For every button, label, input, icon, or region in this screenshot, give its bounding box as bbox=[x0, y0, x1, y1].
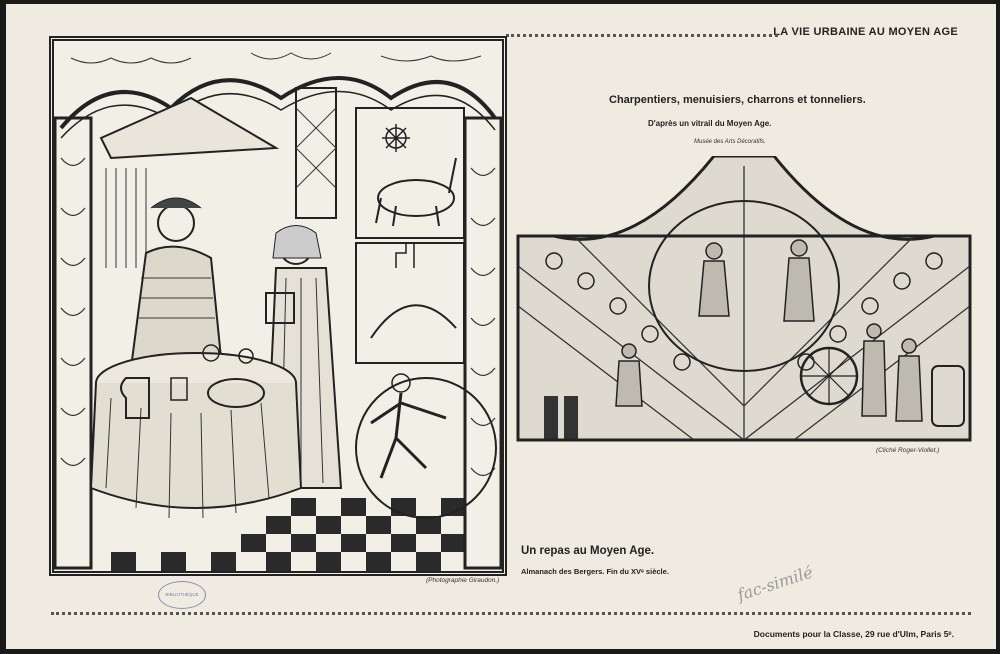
handwritten-note: fac-similé bbox=[734, 562, 816, 605]
document-page bbox=[6, 4, 996, 649]
top-dotted-rule bbox=[506, 34, 778, 37]
checkered-floor bbox=[111, 498, 466, 572]
vitrail-photo-credit: (Cliché Roger-Viollet.) bbox=[876, 447, 940, 454]
woodcut-illustration bbox=[49, 36, 507, 576]
vitrail-title: Charpentiers, menuisiers, charrons et tonneliers. bbox=[609, 94, 866, 106]
woodcut-photo-credit: (Photographie Giraudon.) bbox=[426, 577, 500, 584]
library-stamp: BIBLIOTHÈQUE bbox=[158, 581, 206, 609]
stained-glass-illustration bbox=[514, 156, 974, 444]
publisher-footer: Documents pour la Classe, 29 rue d'Ulm, Paris 5ᵉ. bbox=[753, 629, 954, 639]
page-header-title: LA VIE URBAINE AU MOYEN AGE bbox=[773, 26, 958, 38]
woodcut-caption-source: Almanach des Bergers. Fin du XVᵉ siècle. bbox=[521, 567, 669, 576]
woodcut-caption-title: Un repas au Moyen Age. bbox=[521, 545, 655, 557]
vitrail-museum: Musée des Arts Décoratifs. bbox=[694, 139, 766, 145]
bottom-dotted-rule bbox=[51, 612, 971, 615]
vitrail-subtitle: D'après un vitrail du Moyen Age. bbox=[648, 119, 772, 128]
